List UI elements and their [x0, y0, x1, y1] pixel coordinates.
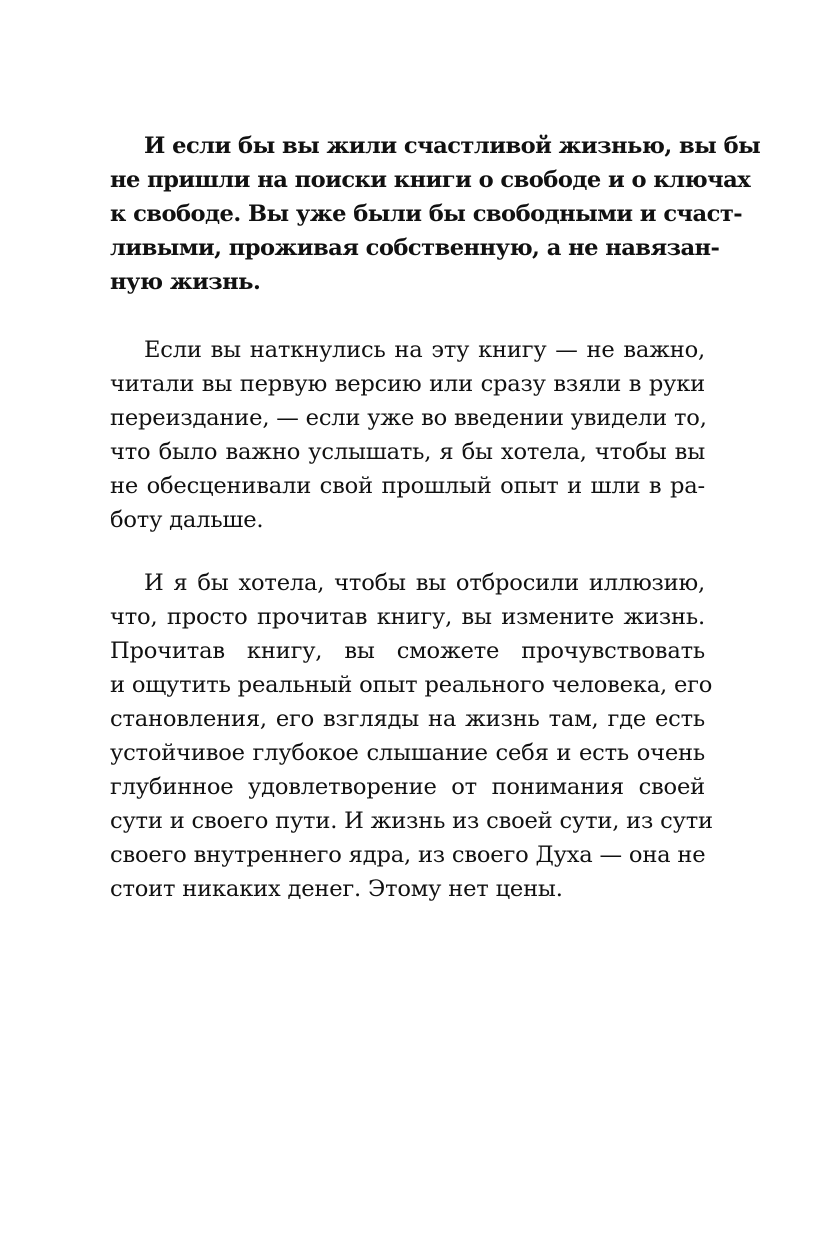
- paragraph-line: что, просто прочитав книгу, вы измените жизнь.: [110, 604, 705, 630]
- paragraph-line: не обесценивали свой прошлый опыт и шли в ра-: [110, 473, 705, 499]
- paragraph-line: к свободе. Вы уже были бы свободными и счаст-: [110, 201, 743, 227]
- paragraph-bold-intro: [110, 129, 761, 299]
- paragraph-line: устойчивое глубокое слышание себя и есть очень: [110, 740, 705, 766]
- paragraph-line: своего внутреннего ядра, из своего Духа — она не: [110, 842, 706, 868]
- paragraph-line: ную жизнь.: [110, 269, 261, 295]
- paragraph-line: не пришли на поиски книги о свободе и о ключах: [110, 167, 751, 193]
- paragraph-line: и ощутить реальный опыт реального человека, его: [110, 672, 713, 698]
- paragraph-line: ливыми, проживая собственную, а не навязан-: [110, 235, 720, 261]
- paragraph-line: Прочитав книгу, вы сможете прочувствовать: [110, 638, 705, 664]
- paragraph-line: Если вы наткнулись на эту книгу — не важно,: [144, 337, 705, 363]
- paragraph-line: переиздание, — если уже во введении увидели то,: [110, 405, 707, 431]
- paragraph-line: стоит никаких денег. Этому нет цены.: [110, 876, 563, 902]
- paragraph-line: боту дальше.: [110, 507, 264, 533]
- paragraph-line: становления, его взгляды на жизнь там, где есть: [110, 706, 705, 732]
- paragraph-second: [110, 333, 705, 537]
- paragraph-line: глубинное удовлетворение от понимания своей: [110, 774, 705, 800]
- paragraph-line: И если бы вы жили счастливой жизнью, вы бы: [144, 133, 761, 159]
- paragraph-third: [110, 566, 713, 906]
- paragraph-line: что было важно услышать, я бы хотела, чтобы вы: [110, 439, 705, 465]
- paragraph-line: И я бы хотела, чтобы вы отбросили иллюзию,: [144, 570, 705, 596]
- paragraph-line: читали вы первую версию или сразу взяли в руки: [110, 371, 705, 397]
- paragraph-line: сути и своего пути. И жизнь из своей сути, из сути: [110, 808, 713, 834]
